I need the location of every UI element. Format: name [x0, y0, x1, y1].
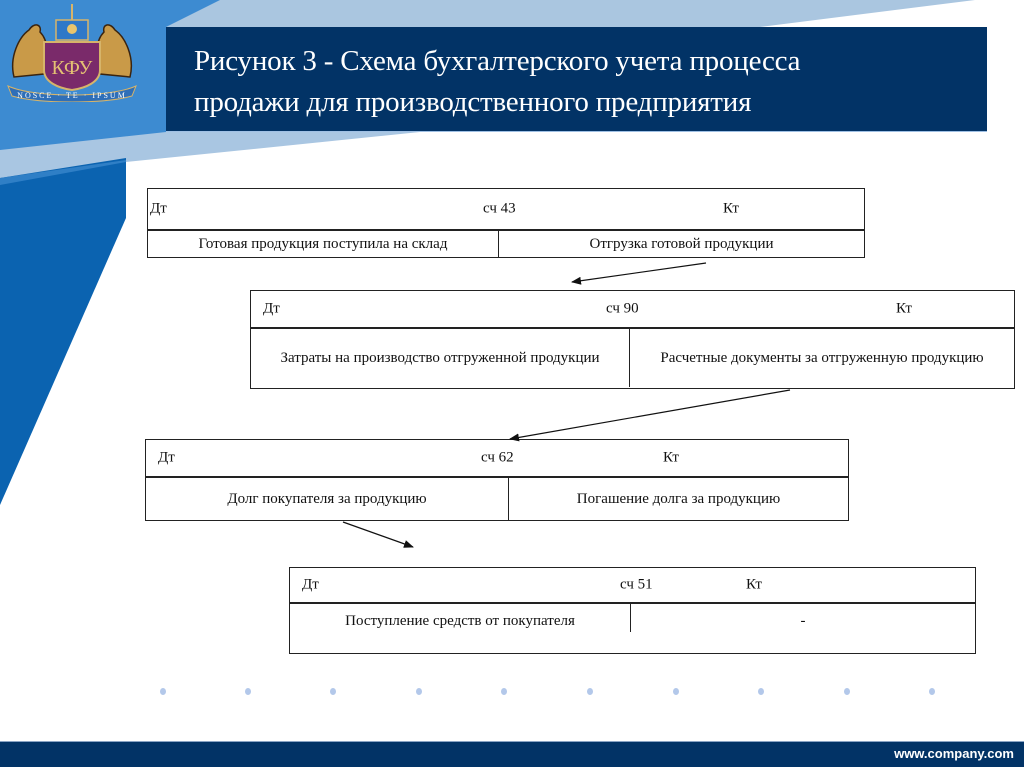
- dot: [844, 688, 850, 695]
- account-number: сч 90: [606, 300, 639, 317]
- account-number: сч 62: [481, 449, 514, 466]
- debit-entry: Поступление средств от покупателя: [345, 613, 575, 629]
- dot: [758, 688, 764, 695]
- t-account-header: [251, 291, 1014, 329]
- t-account-header: [290, 568, 975, 604]
- debit-entry: Затраты на производство отгруженной продукции: [280, 350, 600, 366]
- dot: [929, 688, 935, 695]
- credit-entry: Расчетные документы за отгруженную продукцию: [629, 329, 1014, 387]
- t-account-90: [250, 290, 1015, 389]
- decorative-dots-row: [0, 688, 1024, 700]
- debit-label: Дт: [158, 449, 175, 466]
- credit-entry: Отгрузка готовой продукции: [498, 231, 864, 257]
- dot: [416, 688, 422, 695]
- credit-label: Кт: [723, 200, 739, 217]
- account-number: сч 43: [483, 200, 516, 217]
- credit-label: Кт: [746, 576, 762, 593]
- footer-bar: [0, 741, 1024, 767]
- t-account-62: [145, 439, 849, 521]
- credit-label: Кт: [663, 449, 679, 466]
- logo-initials: КФУ: [51, 57, 93, 79]
- debit-entry: Готовая продукция поступила на склад: [198, 236, 448, 252]
- credit-entry: -: [630, 604, 975, 632]
- svg-text:NOSCE · TE · IPSUM: NOSCE · TE · IPSUM: [17, 91, 127, 100]
- debit-label: Дт: [150, 200, 167, 217]
- t-account-body: [148, 231, 864, 257]
- dot: [673, 688, 679, 695]
- debit-entry: Долг покупателя за продукцию: [227, 491, 427, 507]
- university-crest-logo: [4, 2, 140, 102]
- dot: [330, 688, 336, 695]
- debit-label: Дт: [302, 576, 319, 593]
- t-account-body: [146, 478, 848, 520]
- t-account-51: [289, 567, 976, 654]
- dot: [587, 688, 593, 695]
- t-account-43: [147, 188, 865, 258]
- dot: [501, 688, 507, 695]
- slide-title-line-2: продажи для производственного предприятия: [194, 86, 752, 118]
- footer-url[interactable]: www.company.com: [894, 746, 1014, 761]
- slide-title-line-1: Рисунок 3 - Схема бухгалтерского учета процесса: [194, 45, 801, 77]
- dot: [160, 688, 166, 695]
- t-account-body: [290, 604, 975, 653]
- t-account-header: [148, 189, 864, 231]
- t-account-body: [251, 329, 1014, 387]
- credit-label: Кт: [896, 300, 912, 317]
- credit-entry: Погашение долга за продукцию: [508, 478, 848, 520]
- dot: [245, 688, 251, 695]
- account-number: сч 51: [620, 576, 653, 593]
- t-account-header: [146, 440, 848, 478]
- debit-label: Дт: [263, 300, 280, 317]
- slide-title-box: [166, 27, 987, 132]
